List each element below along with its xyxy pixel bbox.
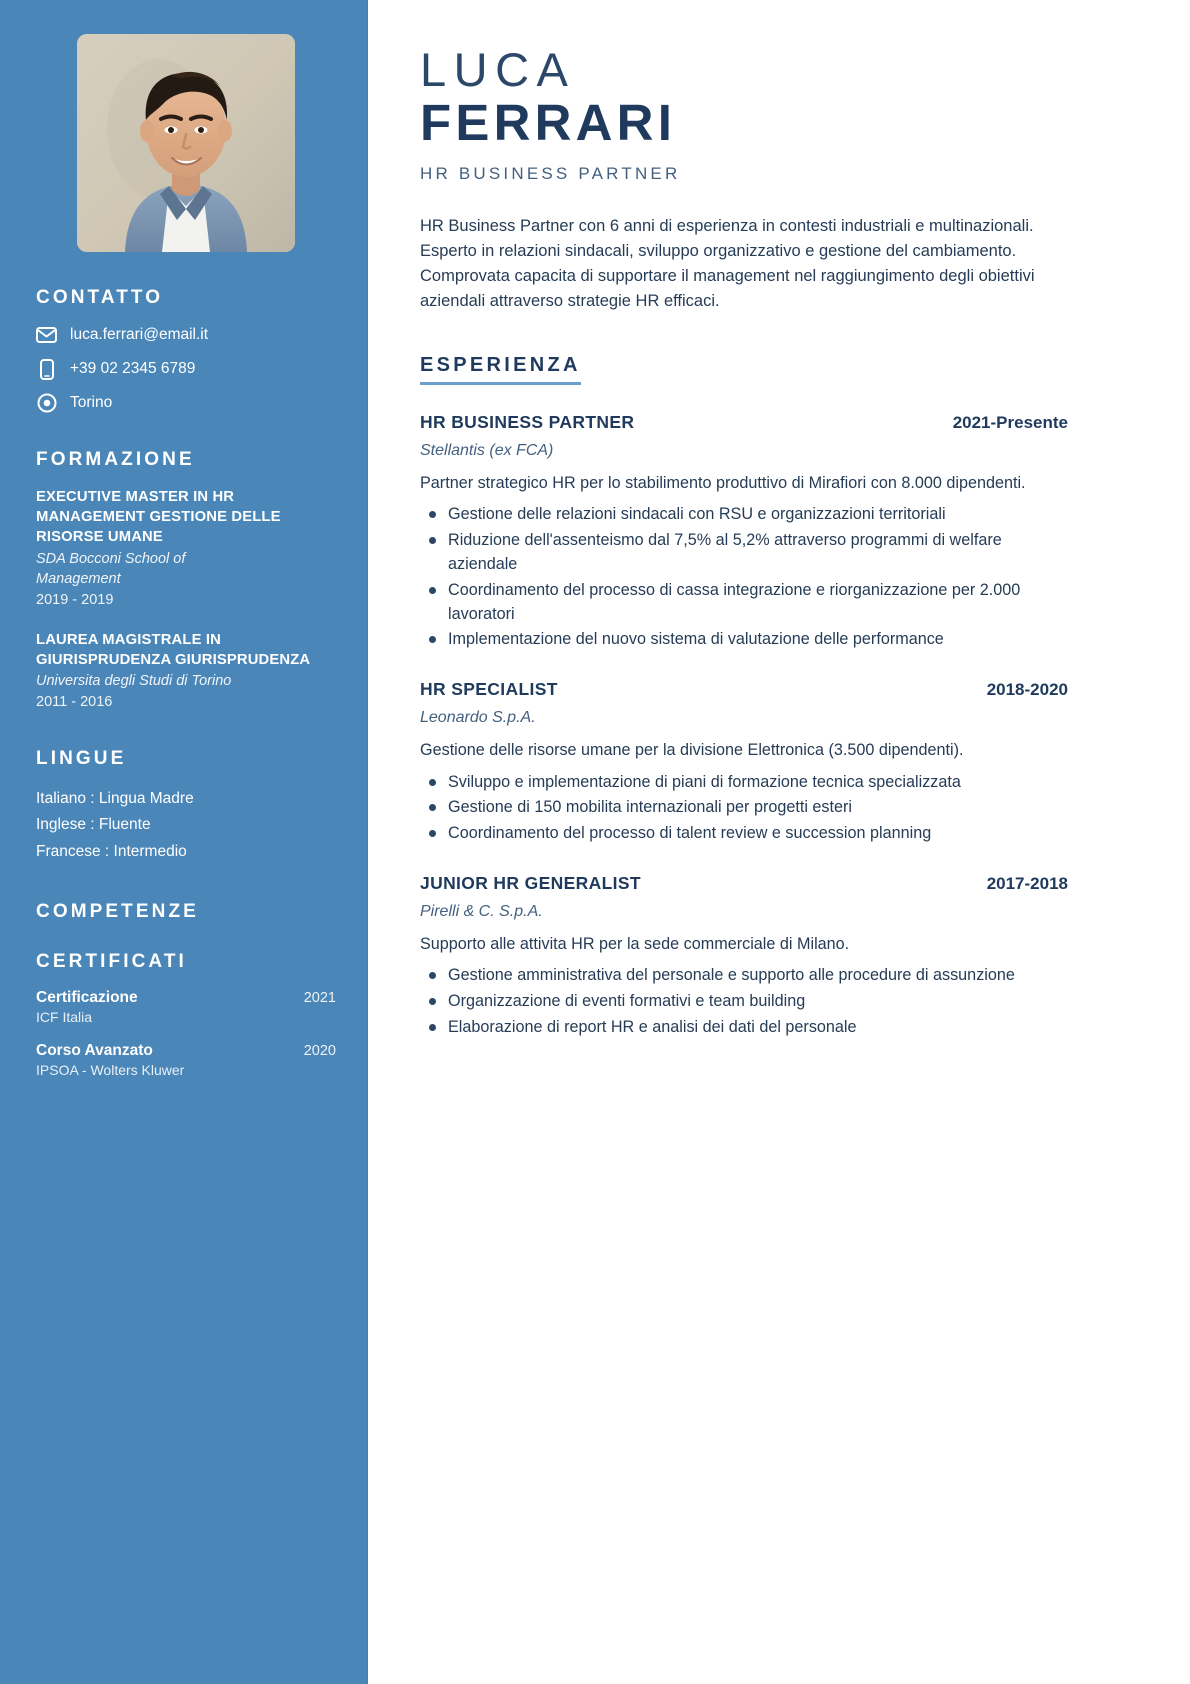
experience-item <box>420 679 1068 846</box>
experience-bullet: Riduzione dell'assenteismo dal 7,5% al 5,2% attraverso programmi di welfare aziendale <box>420 529 1068 577</box>
experience-description: Gestione delle risorse umane per la divisione Elettronica (3.500 dipendenti). <box>420 741 964 760</box>
certificate-year: 2021 <box>303 990 336 1007</box>
certificate-name: Certificazione <box>36 989 138 1007</box>
envelope-icon <box>36 325 57 346</box>
experience-bullets <box>420 771 1068 846</box>
experience-bullet: Coordinamento del processo di talent review e succession planning <box>420 822 1068 846</box>
language-item: Inglese : Fluente <box>36 816 151 834</box>
contact-email-value: luca.ferrari@email.it <box>70 326 209 344</box>
education-degree: EXECUTIVE MASTER IN HR MANAGEMENT GESTIONE DELLE RISORSE UMANE <box>36 488 281 546</box>
contact-location-value: Torino <box>70 394 113 412</box>
certificates-heading: CERTIFICATI <box>36 951 187 973</box>
job-title: HR BUSINESS PARTNER <box>420 163 681 183</box>
contact-email[interactable] <box>36 325 336 346</box>
experience-bullet: Implementazione del nuovo sistema di valutazione delle performance <box>420 628 1068 652</box>
contact-phone-value: +39 02 2345 6789 <box>70 360 196 378</box>
experience-company: Leonardo S.p.A. <box>420 709 536 727</box>
experience-date: 2021-Presente <box>952 413 1068 433</box>
contact-phone[interactable] <box>36 359 336 380</box>
location-pin-icon <box>36 393 57 414</box>
profile-photo-image <box>77 34 295 252</box>
experience-bullets <box>420 964 1068 1039</box>
experience-item <box>420 873 1068 1040</box>
experience-company: Stellantis (ex FCA) <box>420 442 554 460</box>
profile-photo <box>77 34 295 252</box>
education-years: 2011 - 2016 <box>36 694 113 711</box>
contact-heading: CONTATTO <box>36 287 164 308</box>
profile-summary: HR Business Partner con 6 anni di esperienza in contesti industriali e multinazionali. Esperto in relazioni sindacali, sviluppo organizzativo e gestione del cambiamento. Comprovata capacita di supportare il management nel raggiungimento degli obiettivi aziendali attraverso strategie HR efficaci. <box>420 216 1035 310</box>
last-name: FERRARI <box>420 93 677 151</box>
experience-item <box>420 412 1068 652</box>
certificate-year: 2020 <box>303 1043 336 1060</box>
education-heading: FORMAZIONE <box>36 448 195 470</box>
experience-company: Pirelli & C. S.p.A. <box>420 902 543 920</box>
experience-bullet: Gestione delle relazioni sindacali con RSU e organizzazioni territoriali <box>420 503 1068 527</box>
certificate-name: Corso Avanzato <box>36 1042 153 1060</box>
certificate-item <box>36 989 336 1025</box>
education-school: Universita degli Studi di Torino <box>36 673 232 690</box>
education-degree: LAUREA MAGISTRALE IN GIURISPRUDENZA GIURISPRUDENZA <box>36 631 311 669</box>
experience-bullets <box>420 503 1068 652</box>
experience-description: Partner strategico HR per lo stabilimento produttivo di Mirafiori con 8.000 dipendenti. <box>420 474 1026 493</box>
experience-bullet: Gestione amministrativa del personale e supporto alle procedure di assunzione <box>420 964 1068 988</box>
education-item <box>36 630 336 713</box>
phone-icon <box>36 359 57 380</box>
experience-role: HR BUSINESS PARTNER <box>420 412 635 433</box>
skills-heading: COMPETENZE <box>36 900 199 922</box>
experience-heading: ESPERIENZA <box>420 354 581 385</box>
language-item: Francese : Intermedio <box>36 842 187 860</box>
certificate-issuer: ICF Italia <box>36 1009 93 1026</box>
experience-role: HR SPECIALIST <box>420 679 558 700</box>
languages-heading: LINGUE <box>36 747 127 769</box>
experience-bullet: Elaborazione di report HR e analisi dei dati del personale <box>420 1016 1068 1040</box>
experience-bullet: Gestione di 150 mobilita internazionali per progetti esteri <box>420 796 1068 820</box>
education-school: SDA Bocconi School of Management <box>36 550 186 587</box>
sidebar <box>0 0 368 1684</box>
contact-location[interactable] <box>36 393 336 414</box>
certificate-issuer: IPSOA - Wolters Kluwer <box>36 1062 185 1079</box>
experience-date: 2018-2020 <box>986 680 1068 700</box>
experience-bullet: Coordinamento del processo di cassa integrazione e riorganizzazione per 2.000 lavoratori <box>420 579 1068 627</box>
first-name: LUCA <box>420 43 576 96</box>
language-item: Italiano : Lingua Madre <box>36 789 194 807</box>
main-content <box>368 0 1190 1684</box>
experience-bullet: Organizzazione di eventi formativi e team building <box>420 990 1068 1014</box>
education-years: 2019 - 2019 <box>36 591 114 608</box>
education-item <box>36 487 336 610</box>
experience-description: Supporto alle attivita HR per la sede commerciale di Milano. <box>420 934 850 953</box>
certificate-item <box>36 1042 336 1078</box>
experience-bullet: Sviluppo e implementazione di piani di formazione tecnica specializzata <box>420 771 1068 795</box>
experience-role: JUNIOR HR GENERALIST <box>420 872 641 893</box>
experience-date: 2017-2018 <box>986 873 1068 893</box>
